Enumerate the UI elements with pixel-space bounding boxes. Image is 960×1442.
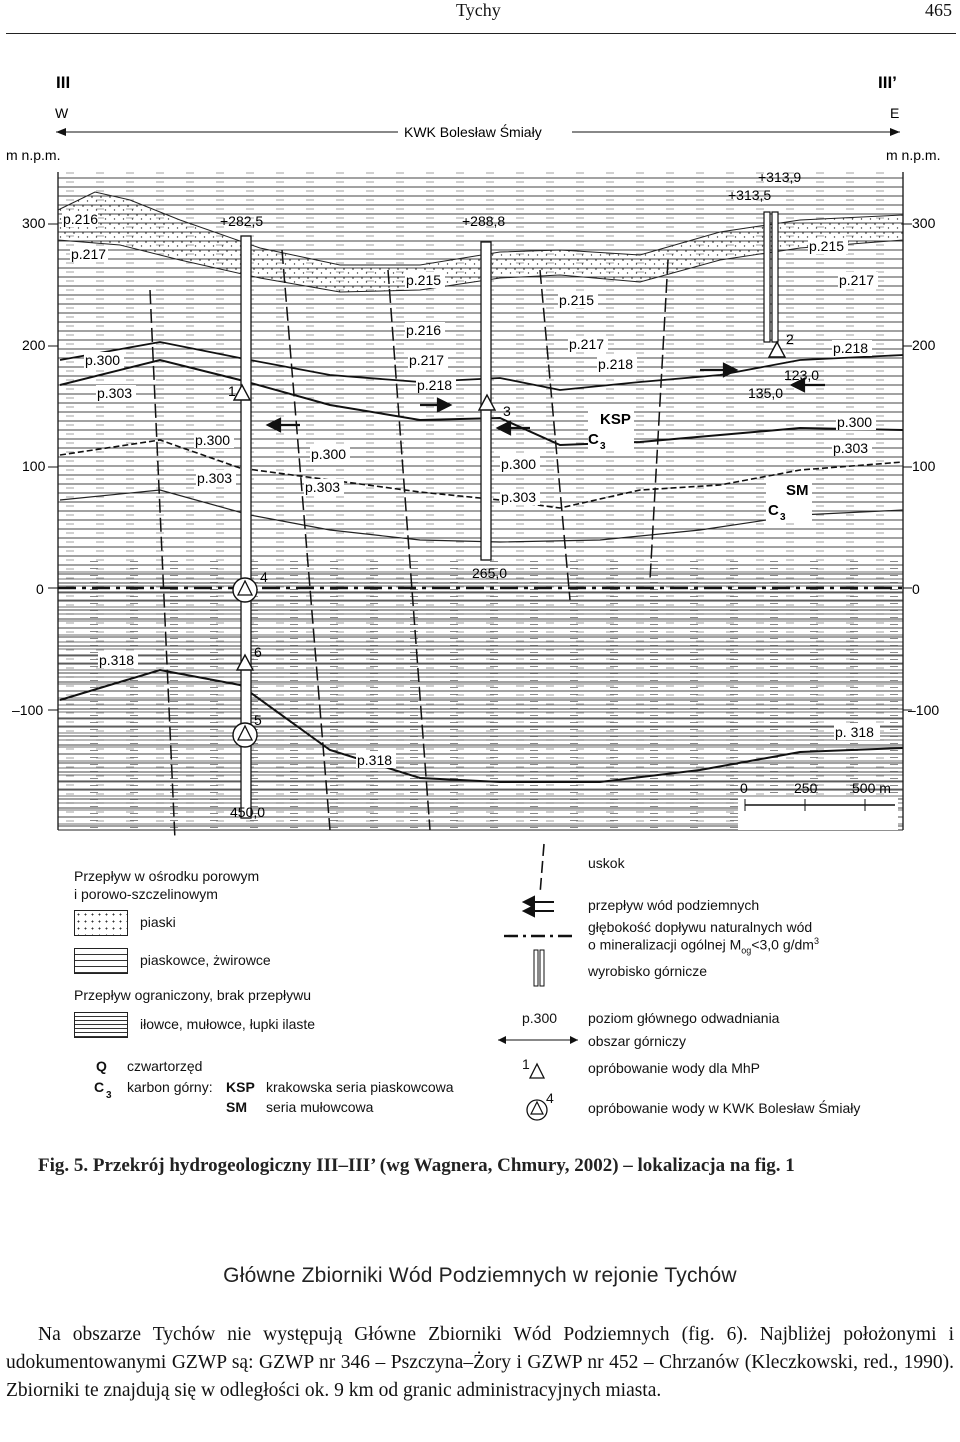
legend-sm-label: seria mułowcowa: [266, 1099, 374, 1115]
sm-label: SM: [786, 482, 809, 499]
seam-label: p.218: [598, 356, 634, 372]
elev-m100-left: –100: [12, 702, 44, 718]
depth-265: 265,0: [472, 565, 508, 581]
seam-label: p.303: [305, 479, 341, 495]
legend-ksp-symbol: KSP: [226, 1079, 255, 1095]
seam-label: p.215: [406, 272, 442, 288]
seam-label: p.300: [195, 432, 231, 448]
scale-250: 250: [794, 780, 818, 796]
legend-sands: piaski: [140, 914, 176, 930]
sands-swatch: [74, 910, 128, 936]
legend-drainage: poziom głównego odwadniania: [588, 1010, 780, 1026]
legend-mining-area: obszar górniczy: [588, 1033, 687, 1049]
claystone-swatch: [74, 1012, 128, 1038]
legend-sample1-num: 1: [522, 1056, 530, 1072]
legend-fault: uskok: [588, 855, 625, 871]
seam-label: p.216: [63, 211, 99, 227]
seam-label: p.216: [406, 322, 442, 338]
body-paragraph: Na obszarze Tychów nie występują Główne Zbiorniki Wód Podziemnych (fig. 6). Najbliżej położonymi i udokumentowanymi GZWP są: GZWP nr 346 – Pszczyna–Żory i GZWP nr 452 – Chrzanów (Kleczkowski, red., 1990). Zbiorniki te znajdują się w odległości ok. 9 km od granic administracyjnych miasta.: [6, 1324, 954, 1401]
elev-300-left: 300: [22, 215, 46, 231]
section-start-label: III: [56, 73, 71, 92]
section-end-label: III’: [878, 73, 897, 92]
seam-label: p.303: [97, 385, 133, 401]
well-head-1: +282,5: [220, 213, 264, 229]
triangle-sample-symbol: [530, 1064, 544, 1078]
scale-500: 500 m: [852, 780, 891, 796]
seam-label: p.217: [839, 272, 875, 288]
legend-c3-label: karbon górny:: [127, 1079, 213, 1095]
point-1: 1: [228, 383, 236, 399]
legend-sample2-num: 4: [546, 1090, 554, 1106]
legend-q-label: czwartorzęd: [127, 1058, 203, 1074]
elev-0-left: 0: [36, 581, 44, 597]
seam-label: p.303: [197, 470, 233, 486]
cross-section-figure: [0, 60, 960, 840]
legend-c3-symbol: C: [94, 1079, 105, 1095]
sandstone-swatch: [74, 948, 128, 974]
seam-label: p.217: [409, 352, 445, 368]
c3-sub-left: 3: [600, 441, 606, 452]
elev-200-left: 200: [22, 337, 46, 353]
c3-label-left: C: [588, 431, 599, 448]
legend-limited-title: Przepływ ograniczony, brak przepływu: [74, 987, 312, 1003]
west-label: W: [55, 105, 69, 121]
legend-inflow-2: o mineralizacji ogólnej $M_{og}<3,0$ $g/dm^3$: [588, 936, 819, 956]
c3-sub-right: 3: [780, 512, 786, 523]
legend-sm-symbol: SM: [226, 1099, 247, 1115]
elev-m100-right: –100: [908, 702, 940, 718]
depth-123: 123,0: [784, 367, 820, 383]
seam-label: p.218: [833, 340, 869, 356]
legend-porous-title-1: Przepływ w ośrodku porowym: [74, 868, 260, 884]
mine-label: KWK Bolesław Śmiały: [404, 124, 542, 140]
seam-label: p.300: [501, 456, 537, 472]
running-header-title: Tychy: [456, 0, 501, 20]
section-heading: Główne Zbiorniki Wód Podziemnych w rejonie Tychów: [223, 1264, 737, 1287]
elev-200-right: 200: [912, 337, 936, 353]
legend-symbols: [490, 842, 590, 1122]
c3-label-right: C: [768, 502, 779, 519]
header-rule: [6, 33, 956, 34]
legend-workings: wyrobisko górnicze: [588, 963, 708, 979]
point-4: 4: [260, 569, 268, 585]
seam-label: p.217: [71, 246, 107, 262]
seam-label: p.218: [417, 377, 453, 393]
seam-label: p.217: [569, 336, 605, 352]
legend-sample-kwk: opróbowanie wody w KWK Bolesław Śmiały: [588, 1100, 861, 1116]
elev-300-right: 300: [912, 215, 936, 231]
unit-left: m n.p.m.: [6, 147, 61, 163]
workings-symbol: [534, 950, 538, 986]
legend-sandstones: piaskowce, żwirowce: [140, 952, 271, 968]
depth-450: 450,0: [230, 804, 266, 820]
well-head-4: +313,5: [728, 187, 772, 203]
legend-gw-flow: przepływ wód podziemnych: [588, 897, 760, 913]
seam-label: p.318: [357, 752, 393, 768]
seam-label: p.300: [837, 414, 873, 430]
flow-arrow-symbol: [524, 897, 554, 916]
scale-0: 0: [740, 780, 748, 796]
legend-sample-mhp: opróbowanie wody dla MhP: [588, 1060, 760, 1076]
elev-0-right: 0: [912, 581, 920, 597]
elev-100-right: 100: [912, 458, 936, 474]
legend-seam-symbol: p.300: [522, 1010, 558, 1026]
seam-label: p.303: [501, 489, 537, 505]
seam-label: p.215: [809, 238, 845, 254]
unit-right: m n.p.m.: [886, 147, 941, 163]
point-5: 5: [254, 712, 262, 728]
seam-label: p.300: [85, 352, 121, 368]
cross-section-drawing: [0, 60, 960, 840]
legend-q-symbol: Q: [96, 1058, 107, 1074]
page-number: 465: [925, 0, 952, 20]
legend-c3-sub: 3: [106, 1090, 112, 1101]
seam-label: p.215: [559, 292, 595, 308]
point-6: 6: [254, 644, 262, 660]
seam-label: p.318: [99, 652, 135, 668]
seam-label: p. 318: [835, 724, 874, 740]
legend-ksp-label: krakowska seria piaskowcowa: [266, 1079, 454, 1095]
seam-label: p.300: [311, 446, 347, 462]
point-3: 3: [503, 403, 511, 419]
legend-inflow-1: głębokość dopływu naturalnych wód: [588, 919, 813, 935]
elev-100-left: 100: [22, 458, 46, 474]
ksp-label: KSP: [600, 411, 631, 428]
legend-porous-title-2: i porowo-szczelinowym: [74, 886, 218, 902]
figure-caption: Fig. 5. Przekrój hydrogeologiczny III–III’ (wg Wagnera, Chmury, 2002) – lokalizacja na fig. 1: [38, 1155, 795, 1176]
seam-label: p.303: [833, 440, 869, 456]
east-label: E: [890, 105, 900, 121]
fault-symbol: [540, 844, 544, 894]
well-head-3: +313,9: [758, 169, 802, 185]
point-2: 2: [786, 331, 794, 347]
legend-claystones: iłowce, mułowce, łupki ilaste: [140, 1016, 316, 1032]
well-head-2: +288,8: [462, 213, 506, 229]
depth-135: 135,0: [748, 385, 784, 401]
